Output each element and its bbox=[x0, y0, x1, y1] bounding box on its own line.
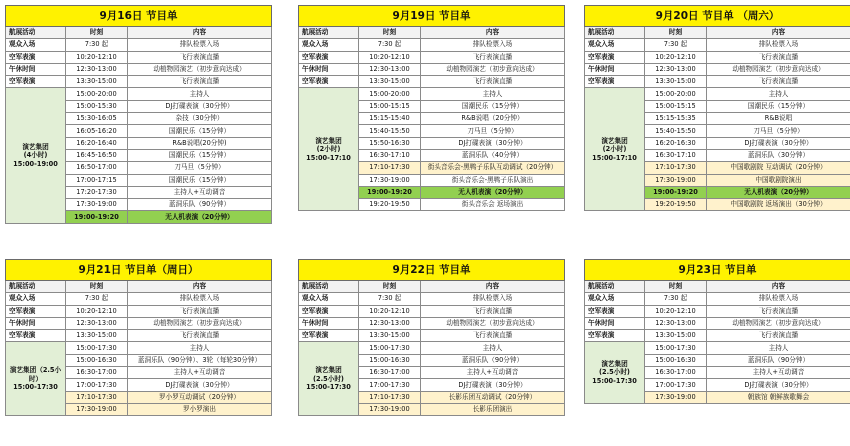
content-cell: 飞行表演直播 bbox=[421, 305, 565, 317]
content-header: 内容 bbox=[128, 281, 272, 293]
content-cell: 飞行表演直播 bbox=[707, 51, 850, 63]
table-row bbox=[6, 51, 272, 63]
content-cell: 罗小罗演出 bbox=[128, 403, 272, 415]
table-row bbox=[299, 88, 565, 100]
card-title: 9月16日 节目单 bbox=[6, 6, 272, 27]
content-cell: R&B说唱(20分钟) bbox=[128, 137, 272, 149]
content-cell: 排队检票入场 bbox=[128, 293, 272, 305]
time-cell: 17:30-19:00 bbox=[66, 403, 128, 415]
time-cell: 19:00-19:20 bbox=[66, 211, 128, 223]
time-cell: 19:00-19:20 bbox=[645, 186, 707, 198]
card-title: 9月23日 节目单 bbox=[585, 260, 850, 281]
time-cell: 16:30-17:10 bbox=[359, 149, 421, 161]
content-cell: 朝族馆 朝鲜族歌舞会 bbox=[707, 391, 850, 403]
content-cell: 飞行表演直播 bbox=[421, 51, 565, 63]
content-cell: 街头音乐会-黑鸭子乐队演出 bbox=[421, 174, 565, 186]
header-row bbox=[299, 281, 565, 293]
content-cell: 飞行表演直播 bbox=[128, 330, 272, 342]
content-header: 内容 bbox=[421, 27, 565, 39]
time-cell: 15:00-20:00 bbox=[645, 88, 707, 100]
schedule-card bbox=[584, 5, 850, 211]
header-row bbox=[585, 27, 850, 39]
time-header: 时刻 bbox=[359, 281, 421, 293]
schedule-card bbox=[5, 5, 272, 224]
time-cell: 17:00-17:30 bbox=[645, 379, 707, 391]
time-cell: 7:30 起 bbox=[359, 39, 421, 51]
content-cell: 动植物园演艺（初步意向达成） bbox=[707, 317, 850, 329]
table-row bbox=[6, 63, 272, 75]
content-cell: 蓝洞乐队（90分钟） bbox=[421, 354, 565, 366]
time-cell: 12:30-13:00 bbox=[645, 317, 707, 329]
time-header: 时刻 bbox=[645, 281, 707, 293]
group-cell: 演艺集团 (2小时) 15:00-17:10 bbox=[299, 88, 359, 211]
content-header: 内容 bbox=[707, 281, 850, 293]
time-cell: 13:30-15:00 bbox=[66, 76, 128, 88]
activity-cell: 观众入场 bbox=[299, 39, 359, 51]
schedule-card bbox=[584, 259, 850, 404]
content-cell: 主持人+互动调音 bbox=[128, 186, 272, 198]
time-cell: 10:20-12:10 bbox=[645, 305, 707, 317]
content-cell: 主持人+互动调音 bbox=[128, 367, 272, 379]
time-cell: 12:30-13:00 bbox=[359, 63, 421, 75]
activity-cell: 空军表演 bbox=[6, 330, 66, 342]
time-header: 时刻 bbox=[645, 27, 707, 39]
time-cell: 15:00-16:30 bbox=[645, 354, 707, 366]
table-row bbox=[585, 51, 850, 63]
activity-cell: 空军表演 bbox=[585, 76, 645, 88]
header-row bbox=[6, 27, 272, 39]
time-cell: 15:50-16:30 bbox=[359, 137, 421, 149]
time-cell: 12:30-13:00 bbox=[66, 317, 128, 329]
activity-cell: 观众入场 bbox=[585, 39, 645, 51]
time-cell: 15:00-16:30 bbox=[359, 354, 421, 366]
table-row bbox=[299, 305, 565, 317]
content-cell: 蓝洞乐队（90分钟） bbox=[128, 199, 272, 211]
card-title: 9月22日 节目单 bbox=[299, 260, 565, 281]
activity-cell: 空军表演 bbox=[299, 330, 359, 342]
group-cell: 演艺集团（2.5小时） 15:00-17:30 bbox=[6, 342, 66, 416]
table-row bbox=[585, 88, 850, 100]
time-cell: 15:30-16:05 bbox=[66, 113, 128, 125]
content-cell: 中国歌剧院演出 bbox=[707, 174, 850, 186]
time-cell: 13:30-15:00 bbox=[645, 76, 707, 88]
table-row bbox=[299, 317, 565, 329]
content-cell: 长影乐团演出 bbox=[421, 403, 565, 415]
time-cell: 10:20-12:10 bbox=[66, 305, 128, 317]
card-title: 9月20日 节目单 （周六） bbox=[585, 6, 850, 27]
content-cell: 刀马旦（5分钟） bbox=[707, 125, 850, 137]
content-cell: 国潮民乐（15分钟） bbox=[128, 125, 272, 137]
content-cell: DJ打碟表演（30分钟） bbox=[707, 379, 850, 391]
content-cell: 飞行表演直播 bbox=[128, 51, 272, 63]
content-cell: 蓝洞乐队（90分钟） bbox=[707, 354, 850, 366]
table-row bbox=[585, 76, 850, 88]
group-cell: 演艺集团 (2.5小时) 15:00-17:30 bbox=[299, 342, 359, 416]
content-cell: 国潮民乐（15分钟） bbox=[421, 100, 565, 112]
content-cell: 主持人 bbox=[128, 342, 272, 354]
activity-cell: 空军表演 bbox=[585, 305, 645, 317]
time-cell: 15:00-20:00 bbox=[66, 88, 128, 100]
content-cell: 排队检票入场 bbox=[421, 39, 565, 51]
activity-cell: 观众入场 bbox=[299, 293, 359, 305]
time-cell: 17:20-17:30 bbox=[66, 186, 128, 198]
content-cell: 飞行表演直播 bbox=[128, 76, 272, 88]
content-cell: 刀马旦（5分钟） bbox=[128, 162, 272, 174]
time-cell: 15:00-15:30 bbox=[66, 100, 128, 112]
time-cell: 17:30-19:00 bbox=[645, 174, 707, 186]
group-cell: 演艺集团 (2.5小时) 15:00-17:30 bbox=[585, 342, 645, 403]
card-title: 9月21日 节目单（周日） bbox=[6, 260, 272, 281]
table-row bbox=[6, 76, 272, 88]
content-cell: 排队检票入场 bbox=[707, 293, 850, 305]
table-row bbox=[6, 317, 272, 329]
activity-header: 航展活动 bbox=[6, 281, 66, 293]
content-cell: 主持人 bbox=[421, 342, 565, 354]
content-cell: 蓝洞乐队（40分钟） bbox=[421, 149, 565, 161]
content-cell: 主持人 bbox=[128, 88, 272, 100]
activity-cell: 观众入场 bbox=[585, 293, 645, 305]
table-row bbox=[299, 76, 565, 88]
table-row bbox=[6, 342, 272, 354]
activity-cell: 午休时间 bbox=[299, 63, 359, 75]
activity-cell: 午休时间 bbox=[299, 317, 359, 329]
content-cell: 蓝洞乐队（90分钟）、3轮（每轮30分钟） bbox=[128, 354, 272, 366]
table-row bbox=[585, 342, 850, 354]
time-cell: 15:15-15:40 bbox=[359, 113, 421, 125]
content-cell: 飞行表演直播 bbox=[128, 305, 272, 317]
time-cell: 16:50-17:00 bbox=[66, 162, 128, 174]
content-cell: 飞行表演直播 bbox=[707, 76, 850, 88]
table-row bbox=[6, 305, 272, 317]
header-row bbox=[585, 281, 850, 293]
table-row bbox=[585, 39, 850, 51]
time-cell: 13:30-15:00 bbox=[645, 330, 707, 342]
activity-cell: 观众入场 bbox=[6, 39, 66, 51]
content-cell: 动植物园演艺（初步意向达成） bbox=[128, 63, 272, 75]
activity-cell: 观众入场 bbox=[6, 293, 66, 305]
content-cell: 飞行表演直播 bbox=[707, 330, 850, 342]
table-row bbox=[299, 342, 565, 354]
time-cell: 16:45-16:50 bbox=[66, 149, 128, 161]
content-cell: 飞行表演直播 bbox=[421, 76, 565, 88]
table-row bbox=[299, 39, 565, 51]
content-cell: 国潮民乐（15分钟） bbox=[707, 100, 850, 112]
time-cell: 17:10-17:30 bbox=[645, 162, 707, 174]
content-cell: 无人机表演（20分钟） bbox=[707, 186, 850, 198]
time-cell: 10:20-12:10 bbox=[359, 51, 421, 63]
time-cell: 19:00-19:20 bbox=[359, 186, 421, 198]
time-cell: 10:20-12:10 bbox=[66, 51, 128, 63]
activity-cell: 午休时间 bbox=[585, 317, 645, 329]
time-cell: 7:30 起 bbox=[645, 293, 707, 305]
activity-header: 航展活动 bbox=[299, 27, 359, 39]
activity-cell: 空军表演 bbox=[585, 330, 645, 342]
content-header: 内容 bbox=[707, 27, 850, 39]
table-row bbox=[585, 293, 850, 305]
content-cell: DJ打碟表演（30分钟） bbox=[707, 137, 850, 149]
content-cell: 国潮民乐（15分钟） bbox=[128, 149, 272, 161]
activity-cell: 空军表演 bbox=[6, 76, 66, 88]
time-cell: 15:15-15:35 bbox=[645, 113, 707, 125]
content-cell: R&B说唱 bbox=[707, 113, 850, 125]
content-cell: 主持人 bbox=[707, 342, 850, 354]
table-row bbox=[299, 330, 565, 342]
time-cell: 7:30 起 bbox=[66, 39, 128, 51]
time-cell: 17:00-17:30 bbox=[359, 379, 421, 391]
schedule-card bbox=[298, 259, 565, 416]
content-cell: 无人机表演（20分钟） bbox=[421, 186, 565, 198]
group-cell: 演艺集团 (4小时) 15:00-19:00 bbox=[6, 88, 66, 223]
time-cell: 16:20-16:40 bbox=[66, 137, 128, 149]
table-row bbox=[585, 317, 850, 329]
content-cell: 主持人+互动调音 bbox=[421, 367, 565, 379]
time-cell: 15:00-17:30 bbox=[645, 342, 707, 354]
content-cell: 飞行表演直播 bbox=[707, 305, 850, 317]
time-cell: 15:00-20:00 bbox=[359, 88, 421, 100]
time-cell: 15:00-15:15 bbox=[645, 100, 707, 112]
table-row bbox=[585, 330, 850, 342]
time-cell: 17:00-17:15 bbox=[66, 174, 128, 186]
time-cell: 13:30-15:00 bbox=[359, 330, 421, 342]
schedule-card bbox=[298, 5, 565, 211]
content-header: 内容 bbox=[128, 27, 272, 39]
group-cell: 演艺集团 (2小时) 15:00-17:10 bbox=[585, 88, 645, 211]
time-cell: 16:30-17:00 bbox=[66, 367, 128, 379]
time-cell: 17:10-17:30 bbox=[66, 391, 128, 403]
time-cell: 12:30-13:00 bbox=[359, 317, 421, 329]
time-cell: 15:40-15:50 bbox=[645, 125, 707, 137]
time-cell: 16:20-16:30 bbox=[645, 137, 707, 149]
activity-cell: 空军表演 bbox=[299, 76, 359, 88]
time-cell: 17:30-19:00 bbox=[359, 403, 421, 415]
time-cell: 19:20-19:50 bbox=[359, 199, 421, 211]
time-cell: 16:30-17:00 bbox=[645, 367, 707, 379]
time-cell: 7:30 起 bbox=[359, 293, 421, 305]
header-row bbox=[6, 281, 272, 293]
time-cell: 17:10-17:30 bbox=[359, 391, 421, 403]
activity-cell: 空军表演 bbox=[299, 305, 359, 317]
content-cell: 动植物园演艺（初步意向达成） bbox=[707, 63, 850, 75]
table-row bbox=[299, 293, 565, 305]
activity-cell: 空军表演 bbox=[6, 51, 66, 63]
header-row bbox=[299, 27, 565, 39]
time-cell: 17:30-19:00 bbox=[66, 199, 128, 211]
content-cell: 动植物园演艺（初步意向达成） bbox=[421, 317, 565, 329]
time-cell: 12:30-13:00 bbox=[66, 63, 128, 75]
table-row bbox=[585, 63, 850, 75]
content-cell: 长影乐团互动调试（20分钟） bbox=[421, 391, 565, 403]
time-cell: 12:30-13:00 bbox=[645, 63, 707, 75]
time-cell: 19:20-19:50 bbox=[645, 199, 707, 211]
card-title: 9月19日 节目单 bbox=[299, 6, 565, 27]
content-cell: R&B说唱（20分钟） bbox=[421, 113, 565, 125]
content-cell: 中国歌剧院 返场演出（30分钟） bbox=[707, 199, 850, 211]
time-cell: 13:30-15:00 bbox=[359, 76, 421, 88]
activity-cell: 午休时间 bbox=[585, 63, 645, 75]
content-cell: 排队检票入场 bbox=[421, 293, 565, 305]
time-cell: 7:30 起 bbox=[66, 293, 128, 305]
table-row bbox=[6, 330, 272, 342]
content-cell: 杂技（30分钟） bbox=[128, 113, 272, 125]
activity-header: 航展活动 bbox=[299, 281, 359, 293]
activity-header: 航展活动 bbox=[585, 281, 645, 293]
time-cell: 17:30-19:00 bbox=[645, 391, 707, 403]
activity-cell: 午休时间 bbox=[6, 317, 66, 329]
table-row bbox=[299, 51, 565, 63]
content-cell: 蓝洞乐队（30分钟） bbox=[707, 149, 850, 161]
time-cell: 16:30-17:00 bbox=[359, 367, 421, 379]
time-cell: 15:00-16:30 bbox=[66, 354, 128, 366]
activity-cell: 空军表演 bbox=[299, 51, 359, 63]
content-header: 内容 bbox=[421, 281, 565, 293]
activity-header: 航展活动 bbox=[585, 27, 645, 39]
time-cell: 10:20-12:10 bbox=[359, 305, 421, 317]
content-cell: 主持人 bbox=[707, 88, 850, 100]
content-cell: 动植物园演艺（初步意向达成） bbox=[421, 63, 565, 75]
time-cell: 15:00-17:30 bbox=[359, 342, 421, 354]
content-cell: 飞行表演直播 bbox=[421, 330, 565, 342]
content-cell: 无人机表演（20分钟） bbox=[128, 211, 272, 223]
schedule-card bbox=[5, 259, 272, 416]
content-cell: 主持人+互动调音 bbox=[707, 367, 850, 379]
content-cell: 罗小罗互动调试（20分钟） bbox=[128, 391, 272, 403]
time-cell: 16:30-17:10 bbox=[645, 149, 707, 161]
content-cell: DJ打碟表演（30分钟） bbox=[128, 379, 272, 391]
time-cell: 17:30-19:00 bbox=[359, 174, 421, 186]
time-cell: 17:10-17:30 bbox=[359, 162, 421, 174]
activity-cell: 空军表演 bbox=[585, 51, 645, 63]
activity-cell: 空军表演 bbox=[6, 305, 66, 317]
table-row bbox=[585, 305, 850, 317]
time-cell: 16:05-16:20 bbox=[66, 125, 128, 137]
activity-header: 航展活动 bbox=[6, 27, 66, 39]
time-header: 时刻 bbox=[66, 281, 128, 293]
time-header: 时刻 bbox=[66, 27, 128, 39]
content-cell: 排队检票入场 bbox=[128, 39, 272, 51]
content-cell: 中国歌剧院 互动调试（20分钟） bbox=[707, 162, 850, 174]
content-cell: 排队检票入场 bbox=[707, 39, 850, 51]
content-cell: 街头音乐会-黑鸭子乐队互动调试（20分钟） bbox=[421, 162, 565, 174]
time-cell: 15:40-15:50 bbox=[359, 125, 421, 137]
content-cell: 主持人 bbox=[421, 88, 565, 100]
content-cell: 动植物园演艺（初步意向达成） bbox=[128, 317, 272, 329]
time-cell: 17:00-17:30 bbox=[66, 379, 128, 391]
content-cell: 街头音乐会 返场演出 bbox=[421, 199, 565, 211]
time-cell: 15:00-17:30 bbox=[66, 342, 128, 354]
content-cell: DJ打碟表演（30分钟） bbox=[128, 100, 272, 112]
table-row bbox=[6, 88, 272, 100]
content-cell: 刀马旦（5分钟） bbox=[421, 125, 565, 137]
activity-cell: 午休时间 bbox=[6, 63, 66, 75]
table-row bbox=[299, 63, 565, 75]
table-row bbox=[6, 293, 272, 305]
time-cell: 10:20-12:10 bbox=[645, 51, 707, 63]
time-cell: 7:30 起 bbox=[645, 39, 707, 51]
content-cell: DJ打碟表演（30分钟） bbox=[421, 379, 565, 391]
time-header: 时刻 bbox=[359, 27, 421, 39]
time-cell: 15:00-15:15 bbox=[359, 100, 421, 112]
time-cell: 13:30-15:00 bbox=[66, 330, 128, 342]
content-cell: DJ打碟表演（30分钟） bbox=[421, 137, 565, 149]
table-row bbox=[6, 39, 272, 51]
content-cell: 国潮民乐（15分钟） bbox=[128, 174, 272, 186]
